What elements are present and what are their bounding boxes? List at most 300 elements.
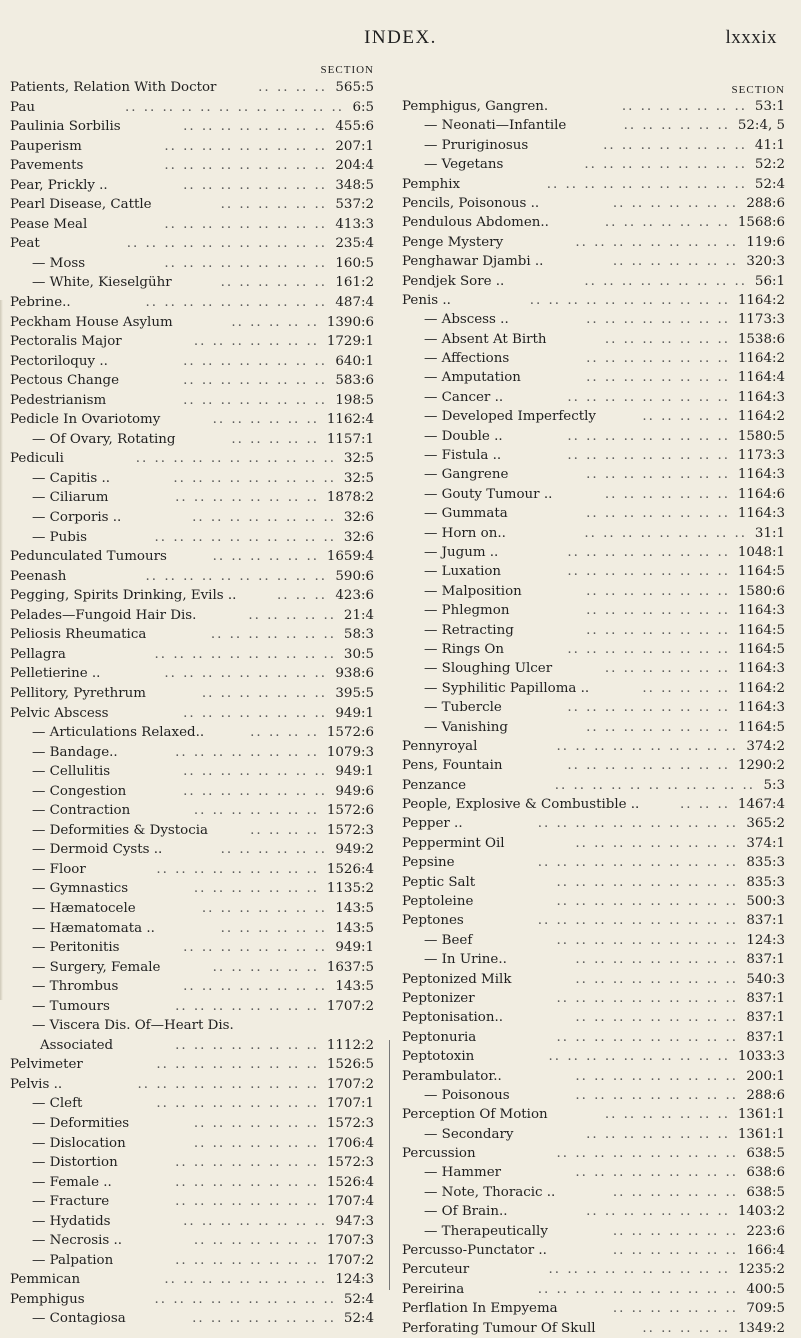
dot-leader: .. .. .. .. .. .. .. .. xyxy=(586,351,730,367)
index-entry xyxy=(10,1153,378,1173)
page-header xyxy=(0,0,801,52)
index-term: — Retracting xyxy=(424,622,514,638)
index-entry xyxy=(402,291,787,310)
section-reference: 348:5 xyxy=(335,177,374,193)
index-term: Pear, Prickly .. xyxy=(10,177,108,193)
section-reference: 1526:4 xyxy=(326,861,374,877)
section-reference: 947:3 xyxy=(335,1213,374,1229)
section-reference: 1707:4 xyxy=(326,1194,374,1210)
index-term: — Hæmatomata .. xyxy=(32,920,155,936)
dot-leader: .. .. .. .. .. .. .. .. .. .. .. xyxy=(529,292,730,308)
section-reference: 6:5 xyxy=(352,99,374,115)
section-reference: 938:6 xyxy=(335,666,374,682)
dot-leader: .. .. .. .. .. .. .. .. .. .. xyxy=(556,932,738,948)
index-term: Peptonized Milk xyxy=(402,971,512,987)
index-entry xyxy=(10,508,378,528)
index-entry xyxy=(402,349,787,368)
index-entry xyxy=(10,215,378,235)
section-reference: 1164:2 xyxy=(737,351,785,367)
section-reference: 1361:1 xyxy=(737,1126,785,1142)
dot-leader: .. .. .. .. .. .. .. .. .. .. .. xyxy=(135,451,336,467)
index-entry xyxy=(10,1134,378,1154)
dot-leader: .. .. .. .. .. .. .. xyxy=(604,1107,730,1123)
index-entry xyxy=(402,834,787,853)
page-edge-shadow xyxy=(0,300,3,1000)
index-entry xyxy=(10,1231,378,1251)
section-reference: 1878:2 xyxy=(326,490,374,506)
index-entry xyxy=(402,970,787,989)
dot-leader: .. .. .. .. .. .. .. .. .. xyxy=(567,428,730,444)
index-term: Pedestrianism xyxy=(10,392,107,408)
section-reference: 1164:5 xyxy=(737,622,785,638)
section-reference: 1659:4 xyxy=(326,549,374,565)
index-term: — Dislocation xyxy=(32,1135,126,1151)
dot-leader: .. .. .. .. .. .. .. .. .. .. .. xyxy=(126,236,327,252)
dot-leader: .. .. .. .. .. .. xyxy=(212,549,319,565)
section-reference: 837:1 xyxy=(746,1029,785,1045)
dot-leader: .. .. .. .. .. .. .. .. .. xyxy=(575,1068,738,1084)
index-term: Penge Mystery xyxy=(402,234,504,250)
section-reference: 32:5 xyxy=(343,470,374,486)
index-entry xyxy=(10,156,378,176)
dot-leader: .. .. .. .. .. .. .. .. .. xyxy=(575,1010,738,1026)
dot-leader: .. .. .. .. .. .. .. xyxy=(604,661,730,677)
index-entry xyxy=(10,723,378,743)
section-reference: 949:1 xyxy=(335,705,374,721)
index-entry xyxy=(402,407,787,426)
index-column-right xyxy=(402,64,787,1338)
index-term: — Developed Imperfectly xyxy=(424,409,596,425)
index-term: Peptotoxin xyxy=(402,1049,475,1065)
index-entry xyxy=(10,782,378,802)
dot-leader: .. .. .. .. .. .. .. .. .. xyxy=(156,1096,319,1112)
dot-leader: .. .. .. .. .. .. .. .. .. xyxy=(567,564,730,580)
section-reference: 1580:6 xyxy=(737,583,785,599)
dot-leader: .. .. .. .. .. .. .. .. xyxy=(586,312,730,328)
index-term: Pebrine.. xyxy=(10,295,71,311)
index-term: Pelades—Fungoid Hair Dis. xyxy=(10,607,197,623)
index-term: — Contraction xyxy=(32,803,131,819)
index-term: — In Urine.. xyxy=(424,952,507,968)
dot-leader: .. .. .. .. .. .. .. .. xyxy=(192,1311,336,1327)
index-term: — Gymnastics xyxy=(32,881,129,897)
index-entry xyxy=(402,1183,787,1202)
index-term: Pedicle In Ovariotomy xyxy=(10,412,161,428)
index-entry xyxy=(10,840,378,860)
index-term: Peptonizer xyxy=(402,990,475,1006)
index-term: Pauperism xyxy=(10,138,82,154)
index-entry xyxy=(402,330,787,349)
section-reference: 1173:3 xyxy=(737,448,785,464)
section-reference: 590:6 xyxy=(335,568,374,584)
index-entry xyxy=(402,989,787,1008)
index-term: — Moss xyxy=(32,255,86,271)
index-entry xyxy=(402,97,787,116)
section-reference: 30:5 xyxy=(343,646,374,662)
index-term: Peptonuria xyxy=(402,1029,477,1045)
section-reference: 837:1 xyxy=(746,913,785,929)
section-reference: 395:5 xyxy=(335,685,374,701)
section-reference: 200:1 xyxy=(746,1068,785,1084)
section-reference: 223:6 xyxy=(746,1223,785,1239)
index-entry xyxy=(10,684,378,704)
dot-leader: .. .. .. .. .. .. .. .. .. .. xyxy=(154,1291,336,1307)
index-entry xyxy=(10,919,378,939)
section-reference: 540:3 xyxy=(746,971,785,987)
index-term: Percussion xyxy=(402,1146,476,1162)
dot-leader: .. .. .. .. xyxy=(250,725,319,741)
section-reference: 413:3 xyxy=(335,216,374,232)
index-entry xyxy=(402,756,787,775)
index-term: — Fracture xyxy=(32,1194,110,1210)
index-term: Pectoriloquy .. xyxy=(10,353,108,369)
section-reference: 1164:3 xyxy=(737,661,785,677)
index-entry xyxy=(10,78,378,98)
index-term: Pease Meal xyxy=(10,216,88,232)
index-entry xyxy=(402,175,787,194)
index-term: — Affections xyxy=(424,351,510,367)
section-reference: 58:3 xyxy=(343,627,374,643)
index-term: Associated xyxy=(40,1037,114,1053)
index-entry xyxy=(10,762,378,782)
section-reference: 32:5 xyxy=(343,451,374,467)
index-term: — Luxation xyxy=(424,564,502,580)
dot-leader: .. .. .. .. .. .. .. .. .. .. xyxy=(556,894,738,910)
section-reference: 1572:6 xyxy=(326,725,374,741)
dot-leader: .. .. .. .. .. .. .. .. xyxy=(175,1194,319,1210)
section-heading: SECTION xyxy=(320,64,374,76)
index-term: Pediculi xyxy=(10,451,64,467)
index-entry xyxy=(402,582,787,601)
index-entry xyxy=(402,446,787,465)
index-entry xyxy=(10,997,378,1017)
index-entry xyxy=(402,485,787,504)
section-reference: 52:4, 5 xyxy=(737,118,785,134)
index-term: — Secondary xyxy=(424,1126,514,1142)
section-reference: 1637:5 xyxy=(326,959,374,975)
index-entry xyxy=(402,1319,787,1338)
section-reference: 949:2 xyxy=(335,842,374,858)
section-reference: 1580:5 xyxy=(737,428,785,444)
index-term: — Amputation xyxy=(424,370,521,386)
index-entry xyxy=(10,313,378,333)
index-entry xyxy=(402,1163,787,1182)
section-reference: 638:5 xyxy=(746,1146,785,1162)
index-entry xyxy=(402,1028,787,1047)
index-term: Pennyroyal xyxy=(402,738,478,754)
dot-leader: .. .. .. .. .. .. .. .. .. xyxy=(567,641,730,657)
index-entry xyxy=(10,977,378,997)
index-term: Pellitory, Pyrethrum xyxy=(10,685,146,701)
section-reference: 1235:2 xyxy=(737,1262,785,1278)
dot-leader: .. .. .. .. .. .. .. .. .. .. .. xyxy=(537,1281,738,1297)
index-term: — Horn on.. xyxy=(424,525,506,541)
section-reference: 1164:3 xyxy=(737,506,785,522)
section-reference: 1526:5 xyxy=(326,1057,374,1073)
index-term: — Contagiosa xyxy=(32,1311,126,1327)
dot-leader: .. .. .. .. .. .. .. .. .. .. .. xyxy=(537,913,738,929)
index-term: Peenash xyxy=(10,568,67,584)
dot-leader: .. .. .. .. .. .. .. .. .. xyxy=(156,861,319,877)
index-term: Pepsine xyxy=(402,855,455,871)
index-term: Pavements xyxy=(10,158,84,174)
section-reference: 143:5 xyxy=(335,920,374,936)
index-term: Perflation In Empyema xyxy=(402,1301,558,1317)
section-reference: 52:2 xyxy=(754,157,785,173)
index-term: — Articulations Relaxed.. xyxy=(32,725,205,741)
index-term: Pendulous Abdomen.. xyxy=(402,215,549,231)
dot-leader: .. .. .. .. .. .. xyxy=(623,118,730,134)
section-reference: 837:1 xyxy=(746,952,785,968)
dot-leader: .. .. .. .. .. .. .. .. xyxy=(586,719,730,735)
index-entry xyxy=(10,704,378,724)
section-reference: 143:5 xyxy=(335,979,374,995)
index-entry xyxy=(10,469,378,489)
dot-leader: .. .. .. .. .. .. .. .. xyxy=(183,119,327,135)
section-reference: 1164:3 xyxy=(737,467,785,483)
section-reference: 1164:5 xyxy=(737,641,785,657)
dot-leader: .. .. .. .. .. .. .. xyxy=(193,1135,319,1151)
index-entry xyxy=(10,1212,378,1232)
index-term: Pegging, Spirits Drinking, Evils .. xyxy=(10,588,237,604)
dot-leader: .. .. .. .. .. .. .. .. .. xyxy=(164,138,327,154)
index-entry xyxy=(10,1016,378,1036)
section-reference: 160:5 xyxy=(335,255,374,271)
index-term: — Dermoid Cysts .. xyxy=(32,842,163,858)
dot-leader: .. .. .. .. .. .. .. .. .. xyxy=(164,216,327,232)
dot-leader: .. .. .. .. .. .. .. .. .. xyxy=(575,1087,738,1103)
index-term: Perforating Tumour Of Skull xyxy=(402,1320,596,1336)
dot-leader: .. .. .. .. .. .. .. .. xyxy=(175,1252,319,1268)
dot-leader: .. .. .. .. .. .. .. .. .. xyxy=(156,1057,319,1073)
dot-leader: .. .. .. .. .. .. .. .. xyxy=(183,392,327,408)
index-term: Peptic Salt xyxy=(402,874,476,890)
index-term: Paulinia Sorbilis xyxy=(10,119,121,135)
index-term: — Capitis .. xyxy=(32,470,111,486)
index-entry xyxy=(10,743,378,763)
index-entry xyxy=(402,1008,787,1027)
section-reference: 1349:2 xyxy=(737,1320,785,1336)
dot-leader: .. .. .. .. .. .. .. .. .. xyxy=(575,971,738,987)
index-entry xyxy=(10,137,378,157)
index-term: — Of Ovary, Rotating xyxy=(32,431,176,447)
dot-leader: .. .. .. .. .. xyxy=(642,409,730,425)
dot-leader: .. .. .. .. .. .. .. .. .. xyxy=(164,666,327,682)
index-entry xyxy=(10,98,378,118)
index-entry xyxy=(402,892,787,911)
dot-leader: .. .. .. .. .. .. .. xyxy=(193,1233,319,1249)
index-entry xyxy=(402,272,787,291)
dot-leader: .. .. .. .. xyxy=(258,80,327,95)
dot-leader: .. .. .. .. .. .. xyxy=(220,275,327,291)
index-entry xyxy=(402,1202,787,1221)
dot-leader: .. .. .. .. .. .. .. .. xyxy=(183,705,327,721)
index-entry xyxy=(10,801,378,821)
dot-leader: .. .. .. .. .. .. .. .. xyxy=(586,622,730,638)
dot-leader: .. .. .. .. .. .. .. xyxy=(612,1243,738,1259)
index-term: Perception Of Motion xyxy=(402,1107,548,1123)
section-reference: 21:4 xyxy=(343,607,374,623)
index-term: Pemphix xyxy=(402,176,461,192)
index-entry xyxy=(402,1241,787,1260)
dot-leader: .. .. .. .. .. .. .. .. xyxy=(586,1126,730,1142)
index-entry xyxy=(10,195,378,215)
section-reference: 1033:3 xyxy=(737,1049,785,1065)
index-term: — Abscess .. xyxy=(424,312,509,328)
index-entry xyxy=(10,117,378,137)
index-term: Pau xyxy=(10,99,36,115)
index-term: — Phlegmon xyxy=(424,603,510,619)
index-entry xyxy=(10,860,378,880)
dot-leader: .. .. .. .. .. .. .. .. .. .. .. xyxy=(537,855,738,871)
dot-leader: .. .. .. .. .. .. .. .. .. .. xyxy=(154,646,336,662)
index-term: Pens, Fountain xyxy=(402,758,503,774)
dot-leader: .. .. .. .. .. .. .. xyxy=(612,1301,738,1317)
index-term: Pereirina xyxy=(402,1281,465,1297)
section-reference: 837:1 xyxy=(746,1010,785,1026)
dot-leader: .. .. .. .. .. .. .. .. xyxy=(586,583,730,599)
section-reference: 500:3 xyxy=(746,894,785,910)
dot-leader: .. .. .. .. .. .. .. .. .. xyxy=(584,273,747,289)
section-reference: 207:1 xyxy=(335,138,374,154)
section-reference: 709:5 xyxy=(746,1301,785,1317)
index-term: — Cancer .. xyxy=(424,389,504,405)
index-entry xyxy=(10,430,378,450)
dot-leader: .. .. .. .. .. .. .. .. xyxy=(183,979,327,995)
index-entry xyxy=(402,776,787,795)
dot-leader: .. .. .. .. .. .. .. .. .. .. xyxy=(556,1146,738,1162)
index-term: Peptones xyxy=(402,913,464,929)
index-term: Peptonisation.. xyxy=(402,1010,503,1026)
index-term: — Ciliarum xyxy=(32,490,109,506)
dot-leader: .. .. .. .. .. .. .. .. .. xyxy=(567,389,730,405)
dot-leader: .. .. .. .. .. xyxy=(642,680,730,696)
index-entry xyxy=(402,795,787,814)
section-reference: 143:5 xyxy=(335,900,374,916)
section-reference: 32:6 xyxy=(343,510,374,526)
section-reference: 400:5 xyxy=(746,1281,785,1297)
dot-leader: .. .. .. .. .. .. .. .. .. xyxy=(567,448,730,464)
section-reference: 235:4 xyxy=(335,236,374,252)
dot-leader: .. .. .. .. .. xyxy=(231,314,319,330)
section-reference: 1707:2 xyxy=(326,998,374,1014)
section-reference: 1707:3 xyxy=(326,1233,374,1249)
section-reference: 124:3 xyxy=(335,1272,374,1288)
index-entry xyxy=(402,1222,787,1241)
dot-leader: .. .. .. .. .. .. .. .. .. .. xyxy=(154,529,336,545)
section-reference: 949:6 xyxy=(335,783,374,799)
section-reference: 949:1 xyxy=(335,940,374,956)
index-entry xyxy=(10,958,378,978)
index-entry xyxy=(10,332,378,352)
dot-leader: .. .. .. .. .. .. .. xyxy=(612,254,738,270)
dot-leader: .. .. .. .. .. .. .. .. .. xyxy=(164,255,327,271)
index-entry xyxy=(10,391,378,411)
index-entry xyxy=(10,1036,378,1056)
index-term: — Cellulitis xyxy=(32,764,111,780)
index-term: Pemmican xyxy=(10,1272,81,1288)
dot-leader: .. .. .. .. .. .. .. .. xyxy=(175,490,319,506)
dot-leader: .. .. .. .. .. .. .. xyxy=(621,99,747,114)
section-reference: 1526:4 xyxy=(326,1174,374,1190)
index-term: — Gouty Tumour .. xyxy=(424,486,553,502)
section-reference: 1164:6 xyxy=(737,486,785,502)
dot-leader: .. .. .. .. .. .. .. .. xyxy=(183,353,327,369)
section-reference: 640:1 xyxy=(335,353,374,369)
index-entry xyxy=(10,410,378,430)
index-term: — Syphilitic Papilloma .. xyxy=(424,680,590,696)
index-entry xyxy=(402,601,787,620)
section-reference: 583:6 xyxy=(335,373,374,389)
section-reference: 1572:3 xyxy=(326,1155,374,1171)
index-term: — Viscera Dis. Of—Heart Dis. xyxy=(32,1018,234,1034)
index-entry xyxy=(402,931,787,950)
section-reference: 52:4 xyxy=(343,1291,374,1307)
dot-leader: .. .. .. .. .. .. .. .. .. xyxy=(567,544,730,560)
index-term: Peptoleine xyxy=(402,894,474,910)
index-entry xyxy=(402,543,787,562)
index-term: — Therapeutically xyxy=(424,1223,548,1239)
index-entry xyxy=(402,524,787,543)
section-reference: 365:2 xyxy=(746,816,785,832)
dot-leader: .. .. .. .. .. .. .. .. xyxy=(586,370,730,386)
index-entry xyxy=(402,737,787,756)
index-entry xyxy=(10,1114,378,1134)
index-term: — Corporis .. xyxy=(32,510,122,526)
section-reference: 320:3 xyxy=(746,254,785,270)
index-entry xyxy=(10,1270,378,1290)
dot-leader: .. .. .. .. .. .. .. .. .. .. xyxy=(548,1262,730,1278)
index-entry-list xyxy=(10,78,378,1329)
dot-leader: .. .. .. .. .. .. xyxy=(220,197,327,213)
index-term: — Pruriginosus xyxy=(424,137,529,153)
dot-leader: .. .. .. .. .. .. .. .. .. .. xyxy=(548,1049,730,1065)
section-reference: 1164:3 xyxy=(737,700,785,716)
index-entry-list xyxy=(402,97,787,1338)
index-term: — Hydatids xyxy=(32,1213,111,1229)
section-reference: 1729:1 xyxy=(326,334,374,350)
index-term: — Gummata xyxy=(424,506,508,522)
section-reference: 835:3 xyxy=(746,855,785,871)
dot-leader: .. .. .. .. .. xyxy=(642,1320,730,1336)
dot-leader: .. .. .. .. .. .. .. .. .. xyxy=(575,835,738,851)
section-reference: 1572:3 xyxy=(326,1115,374,1131)
section-reference: 1403:2 xyxy=(737,1204,785,1220)
index-term: — Beef xyxy=(424,932,473,948)
dot-leader: .. .. .. .. .. .. .. .. xyxy=(183,177,327,193)
index-term: Pedunculated Tumours xyxy=(10,549,167,565)
index-entry xyxy=(10,821,378,841)
dot-leader: .. .. .. .. .. .. .. xyxy=(210,627,336,643)
index-entry xyxy=(402,640,787,659)
section-reference: 5:3 xyxy=(763,777,785,793)
dot-leader: .. .. .. .. .. .. .. xyxy=(201,685,327,701)
page-title: INDEX. xyxy=(364,27,437,48)
index-term: Penzance xyxy=(402,777,467,793)
index-entry xyxy=(10,606,378,626)
index-term: — Poisonous xyxy=(424,1087,510,1103)
section-reference: 1361:1 xyxy=(737,1107,785,1123)
index-term: — Malposition xyxy=(424,583,522,599)
index-term: — Jugum .. xyxy=(424,544,499,560)
dot-leader: .. .. .. .. .. .. .. .. xyxy=(175,744,319,760)
index-entry xyxy=(402,718,787,737)
index-term: — Cleft xyxy=(32,1096,83,1112)
section-reference: 119:6 xyxy=(746,234,785,250)
index-entry xyxy=(402,213,787,232)
dot-leader: .. .. .. .. .. .. .. .. .. .. xyxy=(556,874,738,890)
index-entry xyxy=(402,388,787,407)
